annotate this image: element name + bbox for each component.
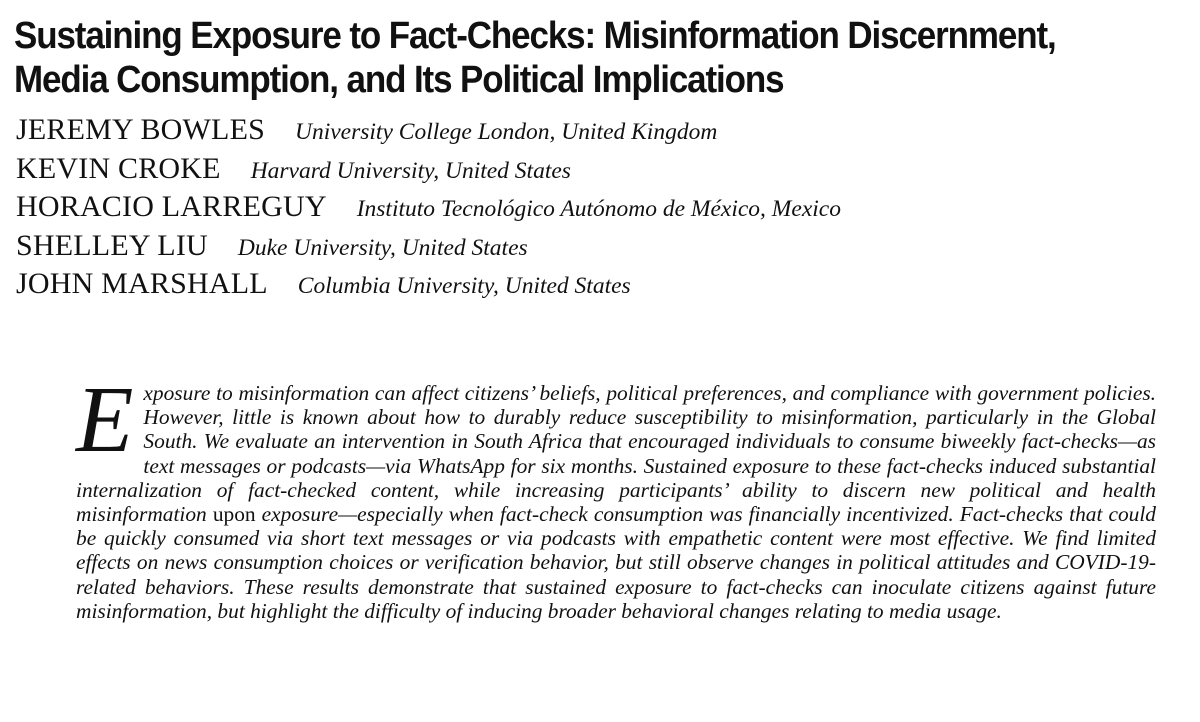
- author-affiliation: Columbia University, United States: [297, 273, 631, 299]
- author-entry: [16, 190, 841, 229]
- title-line: Sustaining Exposure to Fact-Checks: Misinformation Discernment,: [14, 15, 1056, 57]
- author-affiliation: Duke University, United States: [237, 234, 528, 261]
- author-name: JEREMY BOWLES: [16, 113, 265, 146]
- author-list: [16, 113, 841, 306]
- author-entry: [16, 267, 841, 306]
- author-name: HORACIO LARREGUY: [16, 190, 327, 223]
- author-name: KEVIN CROKE: [16, 151, 221, 185]
- abstract-text-part1: xposure to misinformation can affect citizens’ beliefs, political preferences, and compliance with government policies. However, little is known about how to durably reduce susceptibility to misinformation, particularly in the Global South. We evaluate an intervention in South Africa that encouraged individuals to consume biweekly fact-checks—as text messages or podcasts—via WhatsApp for six months. Sustained exposure to these fact-checks induced substantial internalization of fact-checked content, while increasing participants’ ability to discern new political and health misinformation: [76, 381, 1156, 527]
- author-name: SHELLEY LIU: [16, 228, 208, 262]
- abstract-upright-word: upon: [212, 502, 256, 527]
- abstract-drop-cap: E: [76, 368, 134, 472]
- abstract: [76, 368, 1156, 623]
- author-affiliation: University College London, United Kingdom: [295, 119, 718, 145]
- title-line: Media Consumption, and Its Political Implications: [14, 59, 784, 101]
- abstract-text-part2: exposure—especially when fact-check consumption was financially incentivized. Fact-checks that could be quickly consumed via short text messages or via podcasts with empathetic content were most effective. We find limited effects on news consumption choices or verification behavior, but still observe changes in political attitudes and COVID-19-related behaviors. These results demonstrate that sustained exposure to fact-checks can inoculate citizens against future misinformation, but highlight the difficulty of inducing broader behavioral changes relating to media usage.: [76, 502, 1156, 623]
- paper-title: [14, 14, 1100, 102]
- author-entry: [16, 152, 841, 191]
- author-affiliation: Instituto Tecnológico Autónomo de México, Mexico: [356, 196, 841, 222]
- author-entry: [16, 113, 841, 152]
- author-entry: [16, 229, 841, 268]
- author-affiliation: Harvard University, United States: [250, 157, 571, 184]
- author-name: JOHN MARSHALL: [16, 267, 268, 300]
